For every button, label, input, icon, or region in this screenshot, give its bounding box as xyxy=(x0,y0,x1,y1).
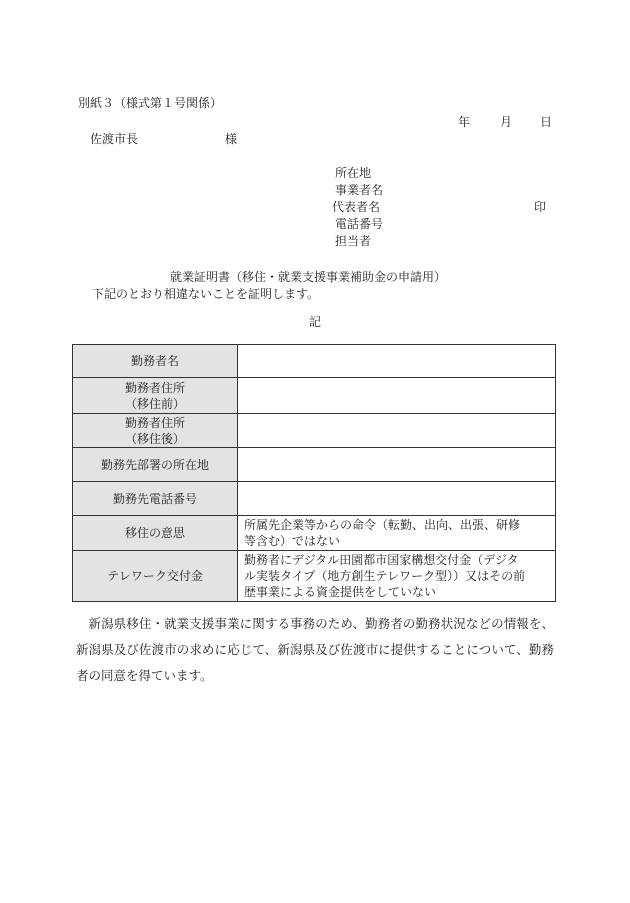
row-value xyxy=(238,551,556,602)
consent-note: 新潟県移住・就業支援事業に関する事務のため、勤務者の勤務状況などの情報を、新潟県及び佐渡市の求めに応じて、新潟県及び佐渡市に提供することについて、勤務者の同意を得ています。 xyxy=(76,616,554,683)
addressee-honorific: 様 xyxy=(225,132,238,146)
table-row xyxy=(73,482,556,516)
seal-mark: 印 xyxy=(534,200,547,214)
row-label-text: 勤務者名 xyxy=(130,354,179,368)
row-value-blank[interactable] xyxy=(238,345,556,378)
document-title: 就業証明書（移住・就業支援事業補助金の申請用） xyxy=(170,270,447,284)
issuer-representative-label: 代表者名 xyxy=(332,200,381,214)
table-row xyxy=(73,516,556,551)
row-label-text: テレワーク交付金 xyxy=(107,569,203,583)
row-value-text: ル実装タイプ（地方創生テレワーク型））又はその前 xyxy=(244,569,526,583)
row-label-text: （移住後） xyxy=(124,431,185,446)
certificate-table xyxy=(72,344,556,602)
issuer-business-name-label: 事業者名 xyxy=(335,183,384,197)
row-label-text: （移住前） xyxy=(124,396,185,411)
row-label-text: 勤務者住所 xyxy=(124,415,185,430)
table-row xyxy=(73,345,556,378)
row-label-text: 勤務者住所 xyxy=(124,380,185,395)
row-label xyxy=(73,551,238,602)
row-value-blank[interactable] xyxy=(238,482,556,516)
row-label xyxy=(73,482,238,516)
row-label-text: 移住の意思 xyxy=(124,526,185,540)
date-month-label: 月 xyxy=(500,115,513,129)
row-value-text: 勤務者にデジタル田園都市国家構想交付金（デジタ xyxy=(244,553,519,567)
intro-text: 下記のとおり相違ないことを証明します。 xyxy=(92,287,320,301)
date-year-label: 年 xyxy=(458,115,471,129)
row-label xyxy=(73,516,238,551)
row-label xyxy=(73,378,238,414)
row-label-text: 勤務先電話番号 xyxy=(112,491,197,506)
table-row xyxy=(73,551,556,602)
row-value-blank[interactable] xyxy=(238,414,556,448)
ki-heading: 記 xyxy=(309,315,322,329)
date-day-label: 日 xyxy=(540,115,553,129)
table-row xyxy=(73,414,556,448)
row-value-text: 等含む）ではない xyxy=(244,534,341,548)
row-label xyxy=(73,345,238,378)
issuer-contact-label: 担当者 xyxy=(335,234,372,248)
table-row xyxy=(73,378,556,414)
row-value xyxy=(238,516,556,551)
addressee: 佐渡市長 xyxy=(90,132,139,146)
row-value-text: 所属先企業等からの命令（転勤、出向、出張、研修 xyxy=(244,518,521,532)
row-label xyxy=(73,448,238,482)
row-value-text: 歴事業による資金提供をしていない xyxy=(244,585,437,599)
row-value-blank[interactable] xyxy=(238,378,556,414)
issuer-phone-label: 電話番号 xyxy=(335,217,384,231)
row-label-text: 勤務先部署の所在地 xyxy=(100,457,209,472)
appendix-label: 別紙３（様式第１号関係） xyxy=(78,96,223,110)
row-value-blank[interactable] xyxy=(238,448,556,482)
row-label xyxy=(73,414,238,448)
table-row xyxy=(73,448,556,482)
issuer-location-label: 所在地 xyxy=(335,166,372,180)
